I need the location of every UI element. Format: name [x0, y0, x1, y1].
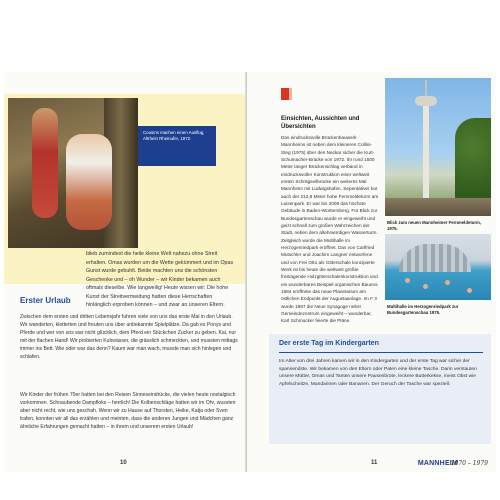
- left-page: [4, 72, 246, 472]
- crowd: [385, 198, 491, 216]
- photo-caption: Cousins machen einen Ausflug, Altrhein Rheinufer, 1972.: [143, 130, 205, 141]
- sidebar-title: Einsichten, Aussichten und Übersichten: [281, 116, 360, 130]
- swimmer: [467, 288, 472, 293]
- brand-years: 1970 – 1979: [450, 460, 488, 467]
- kindergarten-body: Im Alter von drei Jahren kamen wir in den Kindergarten und der erste Tag war sicher der spannendste. Wir bekamen von den Eltern oder Paten eine kleine Tasche. Darin verstauten unsere Mütter, Omas und Tanten unsere Pausenbrote, leckere Butterkekse, meist Obst wie Apfelschnitze, Mandarinen oder Bananen. Der Geruch der Tasche war speziell.: [279, 359, 477, 387]
- photo-caption-box: [138, 126, 216, 166]
- red-marker-square: [281, 88, 289, 100]
- kindergarten-box: [269, 334, 491, 444]
- red-marker-bar: [289, 88, 292, 100]
- swimmer: [405, 278, 410, 283]
- children-photo: [8, 98, 138, 248]
- section-rule: [279, 352, 483, 353]
- tower-shaft: [423, 106, 429, 198]
- tower-head: [415, 96, 437, 106]
- body-paragraph-1: Zwischen dem ersten und dritten Lebensjahr fuhren viele von uns das erste Mal in den Urlaub. Wir wanderten, kletterten und freuten uns über unbekannte Spielplätze. Da gab es Ponys und Pferde und wer von uns war nicht glücklich, dem Pferd ein Stückchen Zucker zu geben. Kai, nur mit der flachen Hand! Wir probierten Kuhwässer, die grässlich schmeckten, und mussten mittags immer ins Bett. Wie oder war das denn? Kaum war man wach, musste man sich hinlegen und schlafen.: [20, 314, 238, 360]
- swimmer: [423, 284, 428, 289]
- section-title-urlaub: Erster Urlaub: [20, 296, 71, 305]
- sidebar-body: Das eindrucksvolle Brückenbauwerk Mannheims ist neben dem kleineren Collini-Steg (1975) über den Neckar sicher die Kurt-Schumacher-Brücke von 1972. Ihr rund 1500 Meter langer Brückenschlag verband in eindrucksvoller Konstruktion einer weltweit ersten Schrägseilbrücke ein weiteres Mal Mannheim mit Ludwigshafen. Sepentativer bot auch der 212,8 Meter hohe Fernmeldeturm am Luisenpark. Er war bis 2008 das höchste Gebäude in Baden-Württemberg. Für Blick zur Bundesgartenschau wurde er eingeweiht und geizt schnell zum großen Wahrzeichen der Stadt, neben dem altehrwürdigen Wasserturm. Zeitgleich wurde die Multihalle im Herzogenriedpark eröffnet. Das von Carlfried Mutschler und Joachim Langner entworfene und von Frei Otto als Gitterschale konzipierte Werk ist bis heute die weltweit größte freitragende Holzgitterschalenkonstruktion und ein wunderbares Beispiel organischen Bauens. 1984 eröffnete das neue Planetarium am östlichen Endpunkt der Augustaanlage. Im F 3 wurde 1987 die Neue Synagoge nebst Gemeindezentrum eingeweiht – wunderbar, Karl Schmucker feierte die Pläne.: [281, 135, 379, 324]
- swimmer: [445, 280, 450, 285]
- multihalle-dome: [399, 244, 471, 272]
- tower-photo: [385, 78, 491, 216]
- child-figure-sitting: [66, 134, 112, 230]
- body-paragraph-2: Wir Kinder der frühen 70er hatten bei den Reisen Sinneseindrücke, die vielen heute nostalgisch vorkommen. Schnaubende Dampfloks – herrlich! Die Kolbenschläge hatten wir im Ohr, wussten aber nicht recht, wie uns geschah. Wenn wir zu Hause auf Thorsten, Heike, Katja oder Sven trafen, konnten wir all das erzählen und meinten, dass die anderen Jungen und Mädchen ganz ähnliche Erfahrungen gemacht hatten – in ihrem und unserem ersten Urlaub!: [20, 392, 236, 430]
- brand-logo: MANNHEIM: [417, 460, 458, 467]
- page-number-left: 10: [120, 460, 127, 466]
- child-figure-standing: [32, 108, 58, 218]
- tower-photo-caption: Blick zum neuen Mannheimer Fernmeldeturm, 1975.: [387, 220, 482, 231]
- intro-paragraph: blieb zumindest die heile kleine Welt nahezu ohne Streit erhalten. Omas wurden um die Wette gekümmert und im Opas Gunst wurde gebuhlt. Beide machten uns die schönsten Geschenke und – oh Wunder – wir Kinder bekamen auch oftmals dieselbe. Wie langweilig! Heute wissen wir: Die hohe Kunst der Streitvermeidung hatten diese Herrschaften hinlänglich erproben können – und zwar an unseren Eltern.: [86, 251, 234, 309]
- section-title-kindergarten: Der erste Tag im Kindergarten: [279, 340, 379, 347]
- pool-photo-caption: Multihalle im Herzogenriedpark zur Bundesgartenschau 1975.: [387, 304, 459, 315]
- page-number-right: 11: [371, 460, 378, 466]
- pool-photo: [385, 234, 491, 300]
- right-page: [247, 72, 496, 472]
